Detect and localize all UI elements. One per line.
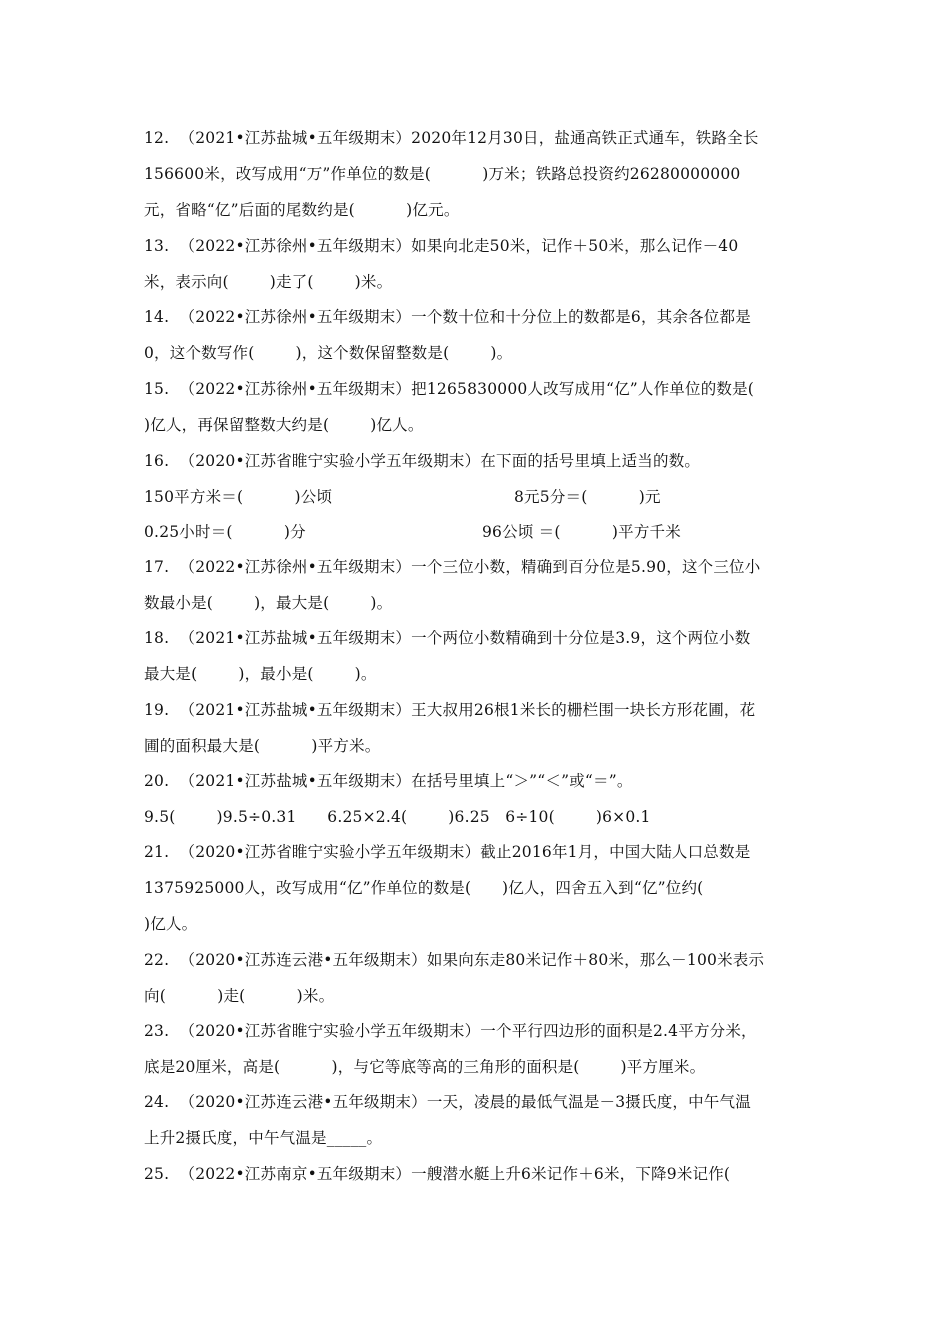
q16-row2-left: 0.25小时＝( )分 — [144, 523, 306, 541]
q13-line-1: 13. （2022•江苏徐州•五年级期末）如果向北走50米，记作＋50米，那么记作－40 — [144, 237, 739, 255]
q12-line-2: 156600米，改写成用“万”作单位的数是( )万米；铁路总投资约26280000000 — [144, 165, 741, 183]
q24-line-1: 24. （2020•江苏连云港•五年级期末）一天，凌晨的最低气温是－3摄氏度，中午气温 — [144, 1093, 751, 1111]
q18-line-2: 最大是( )，最小是( )。 — [144, 665, 377, 683]
q21-line-3: )亿人。 — [144, 915, 198, 933]
q24-line-2: 上升2摄氏度，中午气温是_____。 — [144, 1129, 383, 1147]
q23-line-1: 23. （2020•江苏省睢宁实验小学五年级期末）一个平行四边形的面积是2.4平方分米， — [144, 1022, 757, 1040]
q16-row1-left: 150平方米＝( )公顷 — [144, 488, 333, 506]
q12-line-1: 12. （2021•江苏盐城•五年级期末）2020年12月30日，盐通高铁正式通车，铁路全长 — [144, 129, 759, 147]
q16-row2-right: 96公顷 ＝( )平方千米 — [482, 523, 681, 541]
q15-line-2: )亿人，再保留整数大约是( )亿人。 — [144, 416, 424, 434]
q23-line-2: 底是20厘米，高是( )，与它等底等高的三角形的面积是( )平方厘米。 — [144, 1058, 706, 1076]
q18-line-1: 18. （2021•江苏盐城•五年级期末）一个两位小数精确到十分位是3.9，这个两位小数 — [144, 629, 751, 647]
q15-line-1: 15. （2022•江苏徐州•五年级期末）把1265830000人改写成用“亿”人作单位的数是( — [144, 380, 755, 398]
q22-line-2: 向( )走( )米。 — [144, 987, 335, 1005]
q21-line-2: 1375925000人，改写成用“亿”作单位的数是( )亿人，四舍五入到“亿”位约( — [144, 879, 704, 897]
q25-line-1: 25. （2022•江苏南京•五年级期末）一艘潜水艇上升6米记作＋6米，下降9米记作( — [144, 1165, 731, 1183]
q21-line-1: 21. （2020•江苏省睢宁实验小学五年级期末）截止2016年1月，中国大陆人口总数是 — [144, 843, 751, 861]
q14-line-2: 0，这个数写作( )，这个数保留整数是( )。 — [144, 344, 513, 362]
q16-line-1: 16. （2020•江苏省睢宁实验小学五年级期末）在下面的括号里填上适当的数。 — [144, 452, 701, 470]
q17-line-1: 17. （2022•江苏徐州•五年级期末）一个三位小数，精确到百分位是5.90，这个三位小 — [144, 558, 761, 576]
q12-line-3: 元，省略“亿”后面的尾数约是( )亿元。 — [144, 201, 460, 219]
q19-line-2: 圃的面积最大是( )平方米。 — [144, 737, 381, 755]
q20-line-2: 9.5( )9.5÷0.31 6.25×2.4( )6.25 6÷10( )6×0.1 — [144, 808, 651, 826]
q14-line-1: 14. （2022•江苏徐州•五年级期末）一个数十位和十分位上的数都是6，其余各位都是 — [144, 308, 751, 326]
q20-line-1: 20. （2021•江苏盐城•五年级期末）在括号里填上“＞”“＜”或“＝”。 — [144, 772, 633, 790]
q16-row1-right: 8元5分＝( )元 — [514, 488, 661, 506]
q22-line-1: 22. （2020•江苏连云港•五年级期末）如果向东走80米记作＋80米，那么－100米表示 — [144, 951, 765, 969]
q13-line-2: 米，表示向( )走了( )米。 — [144, 273, 393, 291]
q19-line-1: 19. （2021•江苏盐城•五年级期末）王大叔用26根1米长的栅栏围一块长方形花圃，花 — [144, 701, 756, 719]
q17-line-2: 数最小是( )，最大是( )。 — [144, 594, 393, 612]
